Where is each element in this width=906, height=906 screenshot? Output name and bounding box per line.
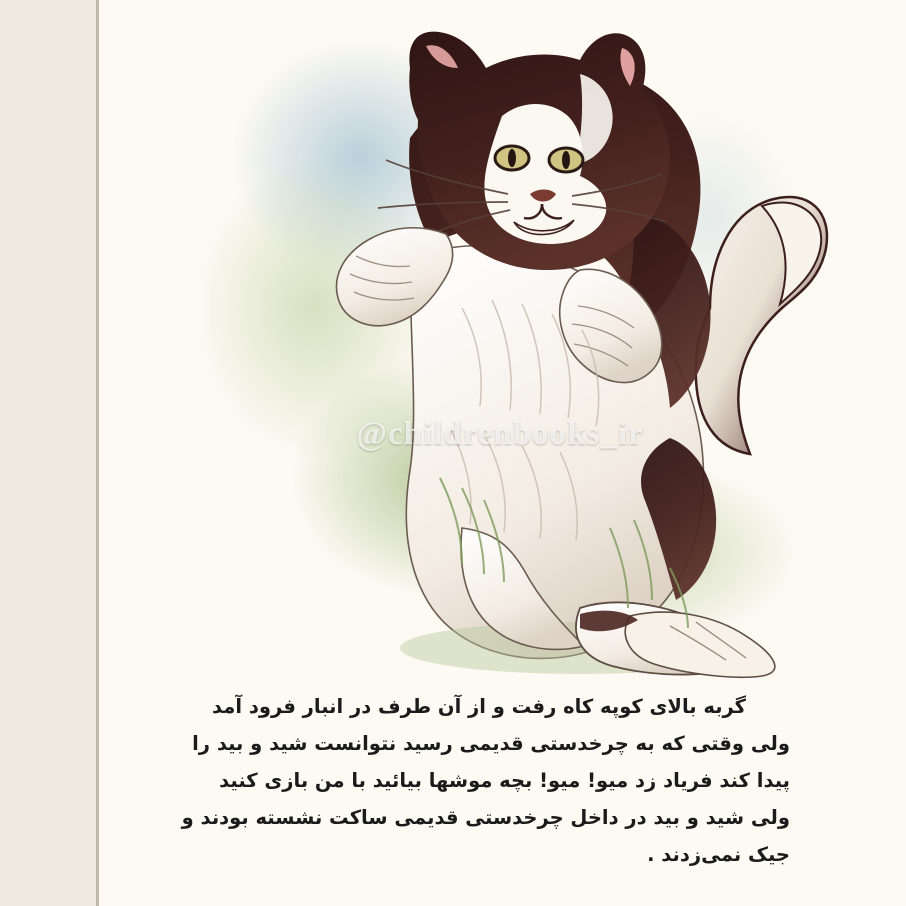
caption-line-1-text: گربه بالای کوپه کاه رفت و از آن طرف در انبار فرود آمد xyxy=(212,695,746,718)
illustration-kitten xyxy=(110,8,890,680)
caption-line-5: جیک نمی‌زدند . xyxy=(647,843,790,866)
page-gutter-line xyxy=(96,0,99,906)
scan-left-margin xyxy=(0,0,96,906)
caption-line-3: پیدا کند فریاد زد میو! میو! بچه موشها بیائید با من بازی کنید xyxy=(219,769,790,792)
watermark-text: @childrenbooks_ir xyxy=(356,416,644,452)
caption-line-1 xyxy=(118,688,790,725)
caption-line-4: ولی شید و بید در داخل چرخدستی قدیمی ساکت نشسته بودند و xyxy=(181,806,790,829)
caption-line-2: ولی وقتی که به چرخدستی قدیمی رسید نتوانست شید و بید را xyxy=(192,732,790,755)
caption-block xyxy=(118,688,790,873)
